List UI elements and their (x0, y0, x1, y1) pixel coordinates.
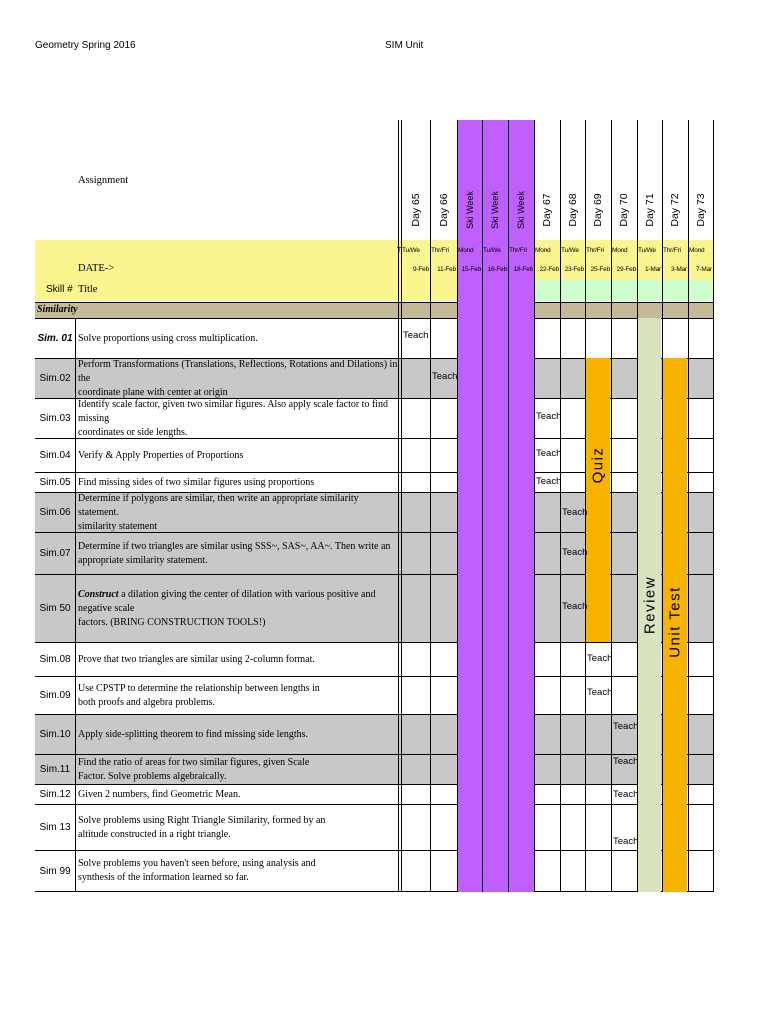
teach-label: Teach (562, 507, 588, 518)
course-title: Geometry Spring 2016 (35, 40, 136, 51)
assignment-line-1: Verify & Apply Properties of Proportions (78, 449, 244, 461)
skill-number: Sim.02 (35, 359, 76, 398)
day-date: 18-Feb (513, 266, 533, 273)
assignment-line-1: Apply side-splitting theorem to find missing side lengths. (78, 728, 308, 740)
assignment-title (78, 533, 398, 574)
assignment-line-1: Identify scale factor, given two similar figures. Also apply scale factor to find missing (78, 398, 389, 424)
assignment-title (78, 439, 398, 472)
assignment-title (78, 805, 398, 850)
day-date: 23-Feb (564, 266, 584, 273)
skill-number: Sim 50 (35, 575, 76, 642)
assignment-line-2: altitude constructed in a right triangle. (78, 828, 231, 840)
assignment-line-2: both proofs and algebra problems. (78, 696, 215, 708)
assignment-line-1: Perform Transformations (Translations, Reflections, Rotations and Dilations) in the (78, 358, 398, 384)
title-label: Title (78, 284, 98, 295)
teach-label: Teach (613, 789, 639, 800)
section-label: Similarity (37, 304, 78, 315)
assignment-line-1-rest: a dilation giving the center of dilation with various positive and negative scale (78, 588, 376, 614)
day-label: Ski Week (516, 191, 526, 229)
assignment-title (78, 785, 398, 804)
day-date: 9-Feb (413, 266, 429, 273)
day-label: Day 71 (643, 193, 656, 227)
day-header (637, 180, 662, 240)
assignment-line-2: coordinate plane with center at origin (78, 386, 228, 398)
teach-label: Teach (536, 411, 562, 422)
day-of-week: Tu/We (561, 247, 579, 254)
assignment-line-1: Solve problems you haven't seen before, using analysis and (78, 858, 316, 869)
quiz-block (585, 358, 610, 642)
assignment-title (78, 399, 398, 438)
day-label: Day 66 (437, 193, 450, 227)
day-of-week: Tu/We (483, 247, 501, 254)
teach-label: Teach (536, 476, 562, 487)
teach-label: Teach (613, 836, 639, 847)
assignment-line-1: Determine if two triangles are similar using SSS~, SAS~, AA~. Then write an (78, 540, 391, 552)
skill-number: Sim.10 (35, 715, 76, 754)
column-divider (397, 120, 402, 892)
skill-number: Sim 99 (35, 851, 76, 891)
day-date: 29-Feb (616, 266, 636, 273)
day-of-week: Mond (535, 247, 551, 254)
day-date: 25-Feb (590, 266, 610, 273)
day-date: 11-Feb (437, 266, 456, 273)
day-header (482, 180, 508, 240)
assignment-line-2: Factor. Solve problems algebraically. (78, 770, 227, 782)
skill-number: Sim.07 (35, 533, 76, 574)
leading-char: T (397, 247, 402, 254)
teach-label: Teach (587, 687, 613, 698)
skill-number: Sim 13 (35, 805, 76, 850)
day-header (534, 180, 560, 240)
unit-title: SIM Unit (385, 40, 424, 51)
assignment-title (78, 851, 398, 891)
assignment-title (78, 677, 398, 714)
teach-label: Teach (613, 756, 639, 767)
teach-label: Teach (536, 448, 562, 459)
skill-number: Sim.04 (35, 439, 76, 472)
day-of-week: Thr/Fri (509, 247, 527, 254)
day-date: 3-Mar (671, 266, 687, 273)
day-label: Day 73 (694, 193, 707, 227)
day-of-week: Tu/We (638, 247, 656, 254)
day-header (401, 180, 430, 240)
assignment-title (78, 715, 398, 754)
teach-label: Teach (432, 371, 458, 382)
day-header (560, 180, 585, 240)
column-divider (713, 120, 714, 892)
assignment-title (78, 359, 398, 398)
assignment-title (78, 575, 398, 642)
assignment-line-2: appropriate similarity statement. (78, 554, 208, 566)
assignment-line-1: Find missing sides of two similar figures using proportions (78, 476, 315, 488)
day-of-week: Thr/Fri (431, 247, 449, 254)
assignment-line-1: Determine if polygons are similar, then write an appropriate similarity statement. (78, 492, 359, 518)
assignment-title (78, 319, 398, 358)
day-of-week: Thr/Fri (586, 247, 604, 254)
assignment-title (78, 643, 398, 676)
day-date: 22-Feb (539, 266, 559, 273)
assignment-line-1 (78, 588, 398, 616)
day-label: Ski Week (464, 191, 475, 229)
day-date: 15-Feb (461, 266, 481, 273)
teach-label: Teach (613, 721, 639, 732)
assignment-title (78, 473, 398, 492)
assignment-line-2: factors. (BRING CONSTRUCTION TOOLS!) (78, 616, 266, 628)
assignment-line-1: Use CPSTP to determine the relationship between lengths in (78, 682, 320, 694)
skill-number: Sim.08 (35, 643, 76, 676)
skill-number: Sim.06 (35, 493, 76, 532)
day-label: Day 67 (541, 193, 553, 227)
day-header (457, 180, 482, 240)
assignment-title (78, 493, 398, 532)
teach-label: Teach (562, 547, 588, 558)
day-of-week: Mond (689, 247, 705, 254)
skill-number: Sim.09 (35, 677, 76, 714)
day-header (662, 180, 688, 240)
day-label: Day 72 (669, 193, 681, 227)
skill-label: Skill # (46, 284, 73, 295)
assignment-line-1: Given 2 numbers, find Geometric Mean. (78, 788, 241, 800)
assignment-title (78, 755, 398, 784)
teach-label: Teach (587, 653, 613, 664)
day-of-week: Tu/We (402, 247, 420, 254)
day-of-week: Mond (612, 247, 628, 254)
unit-test-label: Unit Test (666, 586, 684, 658)
assignment-label: Assignment (78, 175, 129, 186)
review-label: Review (641, 575, 659, 635)
teach-label: Teach (562, 601, 588, 612)
day-date: 1-Mar (645, 266, 661, 273)
assignment-line-1: Prove that two triangles are similar using 2-column format. (78, 653, 315, 665)
day-label: Day 65 (409, 193, 422, 227)
day-header (611, 180, 637, 240)
skill-number: Sim.03 (35, 399, 76, 438)
date-band-green (535, 280, 713, 301)
skill-number: Sim.12 (35, 785, 76, 804)
day-label: Ski Week (490, 191, 500, 229)
assignment-line-2: synthesis of the information learned so far. (78, 872, 249, 883)
day-header (508, 180, 534, 240)
assignment-line-2: similarity statement (78, 520, 158, 532)
day-header (688, 180, 713, 240)
day-header (430, 180, 457, 240)
day-label: Day 70 (618, 193, 630, 227)
skill-number: Sim. 01 (35, 319, 76, 358)
assignment-line-1: Solve proportions using cross multiplication. (78, 332, 258, 344)
assignment-line-2: coordinates or side lengths. (78, 426, 188, 438)
teach-label: Teach (403, 330, 429, 341)
skill-number: Sim.11 (35, 755, 76, 784)
day-label: Day 68 (566, 193, 579, 227)
day-of-week: Thr/Fri (663, 247, 681, 254)
day-of-week: Mond (458, 247, 474, 254)
day-date: 16-Feb (487, 266, 507, 273)
day-label: Day 69 (592, 193, 604, 227)
day-header (585, 180, 611, 240)
assignment-line-1: Solve problems using Right Triangle Similarity, formed by an (78, 814, 326, 826)
quiz-label: Quiz (589, 446, 607, 484)
date-label: DATE-> (78, 263, 115, 274)
emphasis: Construct (78, 588, 119, 600)
assignment-line-1: Find the ratio of areas for two similar figures, given Scale (78, 756, 310, 768)
day-date: 7-Mar (696, 266, 712, 273)
skill-number: Sim.05 (35, 473, 76, 492)
